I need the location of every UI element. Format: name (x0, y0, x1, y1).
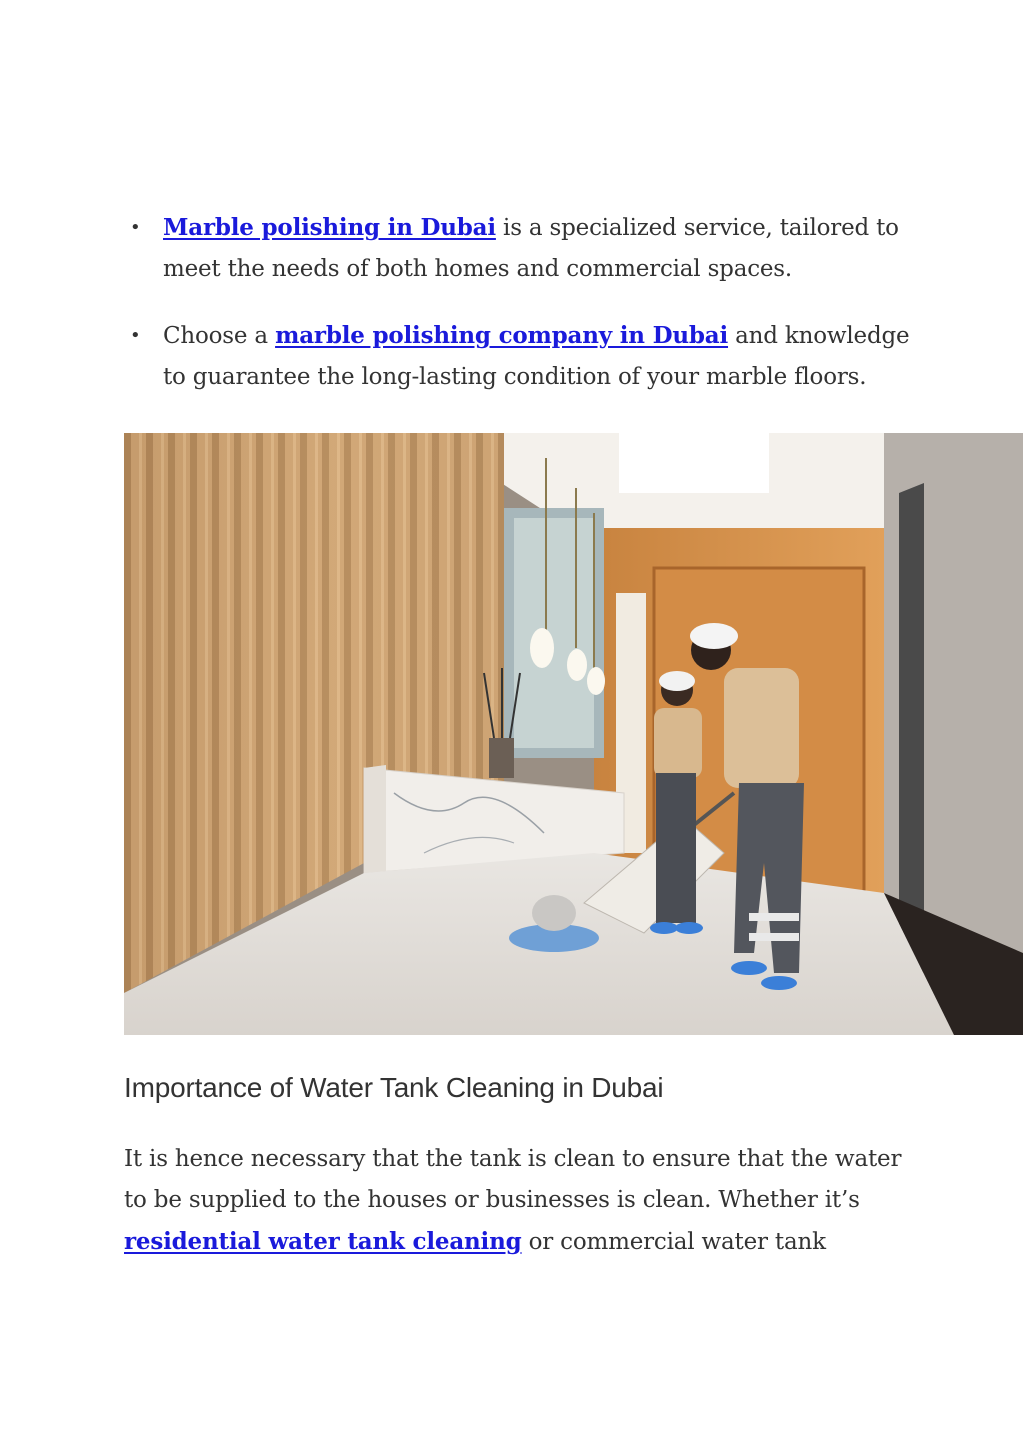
photo-illustration-icon (124, 433, 1023, 1035)
paragraph-text: or commercial water tank (521, 1229, 826, 1255)
marble-polishing-photo (124, 433, 1023, 1035)
paragraph-text: It is hence necessary that the tank is clean to ensure that the water to be supplied to the houses or businesses is clean. Whether it’s (124, 1146, 902, 1213)
bullet-text: Choose a (163, 323, 276, 349)
marble-polishing-link[interactable]: Marble polishing in Dubai (163, 214, 496, 241)
bullet-list (124, 207, 914, 423)
list-item (124, 315, 914, 398)
section-heading: Importance of Water Tank Cleaning in Dubai (124, 1072, 664, 1103)
bullet-text: and knowledge to guarantee the long-lasting condition of your marble floors. (163, 323, 910, 390)
bullet-icon: • (130, 325, 141, 346)
marble-polishing-company-link[interactable]: marble polishing company in Dubai (275, 322, 729, 349)
bullet-icon: • (130, 217, 141, 238)
body-paragraph (124, 1139, 904, 1263)
bullet-text: is a specialized service, tailored to meet the needs of both homes and commercial spaces. (163, 215, 899, 282)
list-item (124, 207, 914, 290)
residential-water-tank-cleaning-link[interactable]: residential water tank cleaning (124, 1228, 522, 1255)
